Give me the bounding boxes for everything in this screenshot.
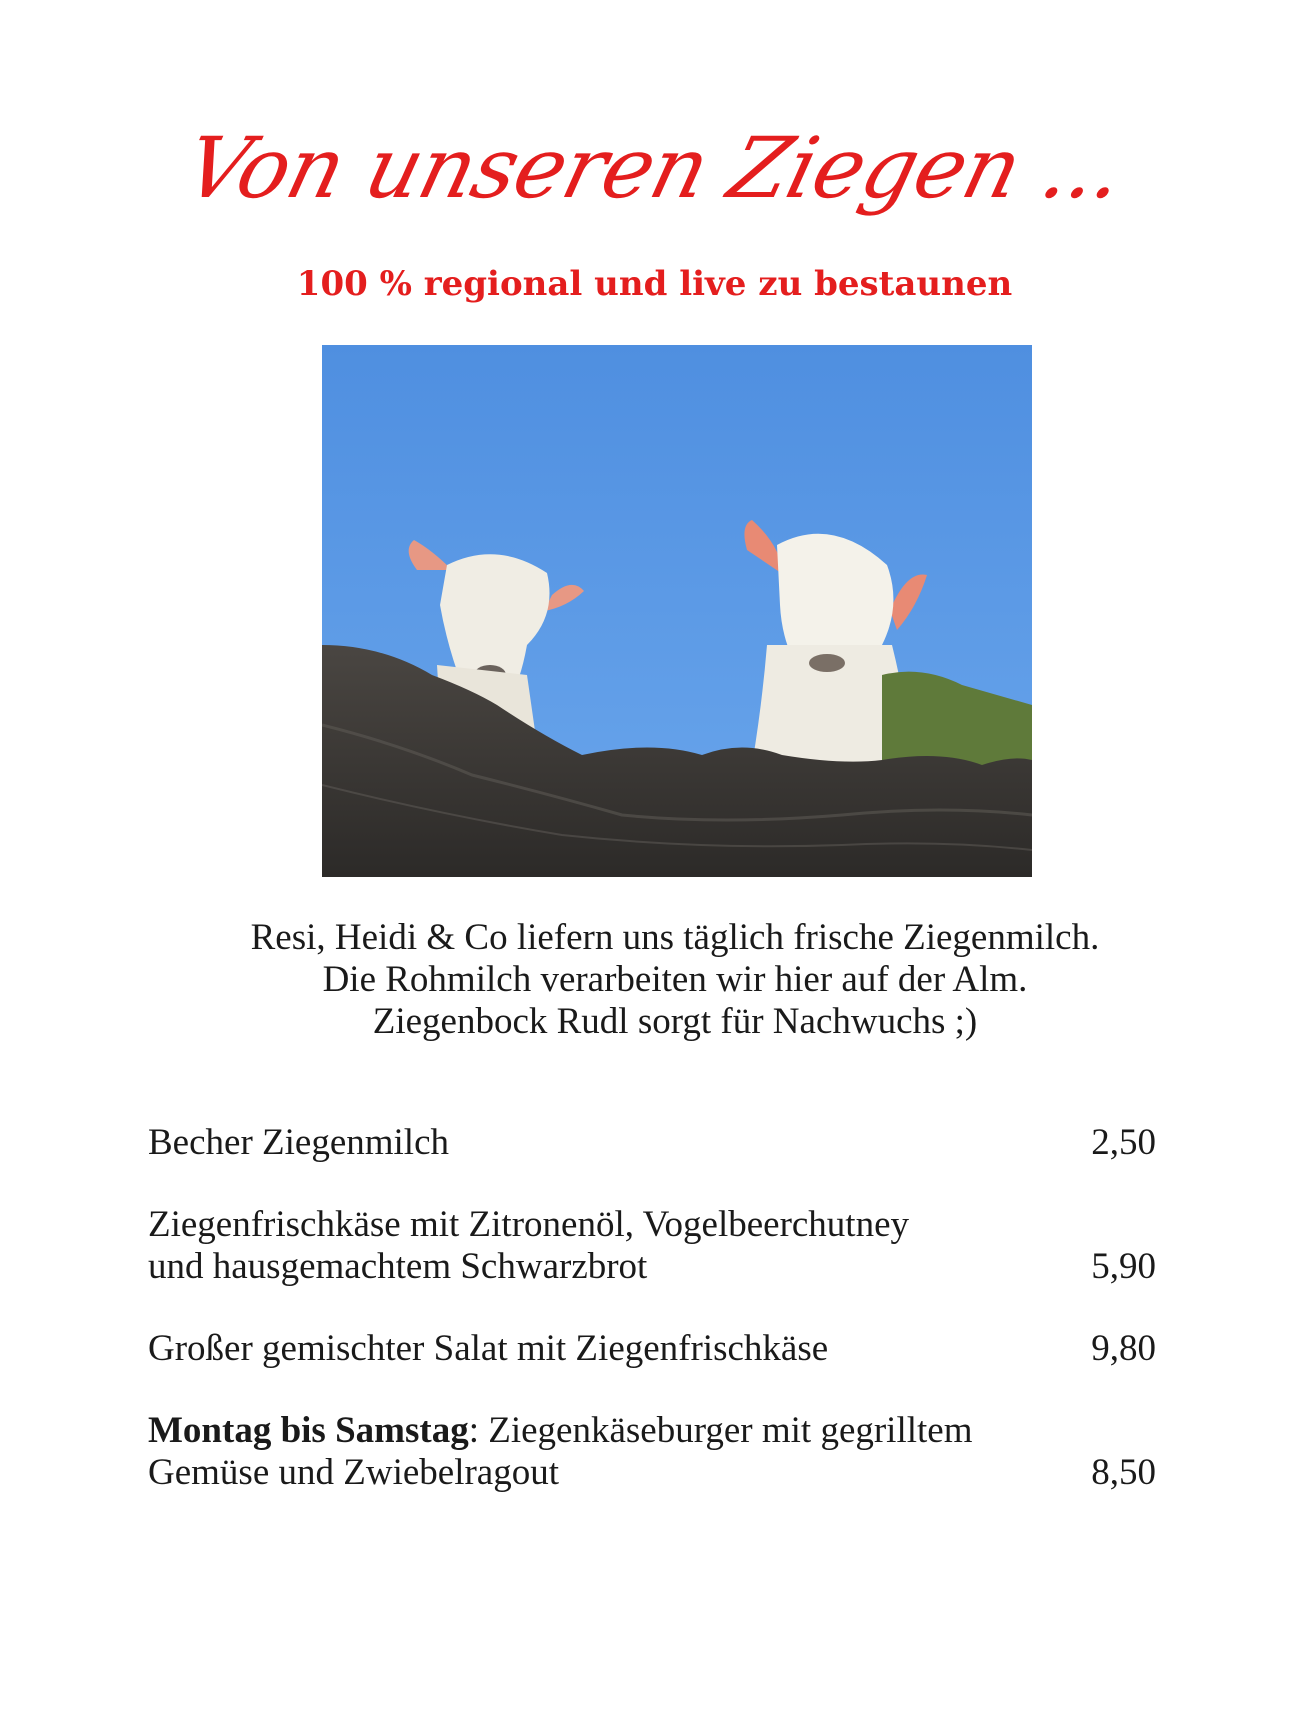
special-name-start: Ziegenkäseburger mit gegrilltem [478, 1410, 973, 1451]
menu-item-name-cont: Gemüse und Zwiebelragout [148, 1452, 559, 1493]
special-separator: : [468, 1410, 479, 1451]
menu-item [148, 1204, 1156, 1288]
menu-item-name-cont: und hausgemachtem Schwarzbrot [148, 1246, 648, 1287]
intro-line: Ziegenbock Rudl sorgt für Nachwuchs ;) [372, 1001, 978, 1042]
page-title: Von unseren Ziegen ... [175, 119, 1134, 217]
menu-item-name: Großer gemischter Salat mit Ziegenfrischkäse [148, 1328, 829, 1369]
menu-item-name: Ziegenfrischkäse mit Zitronenöl, Vogelbeerchutney [148, 1204, 910, 1245]
menu-list [148, 1122, 1156, 1534]
goats-photo [322, 345, 1032, 877]
menu-item-price: 9,80 [1091, 1328, 1156, 1369]
intro-line: Die Rohmilch verarbeiten wir hier auf der Alm. [322, 959, 1028, 1000]
menu-item [148, 1122, 1156, 1164]
menu-item-price: 8,50 [1091, 1452, 1156, 1493]
menu-item-name [148, 1410, 1156, 1452]
goats-illustration [322, 345, 1032, 877]
menu-item-price: 5,90 [1091, 1246, 1156, 1287]
menu-item-price: 2,50 [1091, 1122, 1156, 1163]
menu-item [148, 1328, 1156, 1370]
intro-text [0, 917, 1309, 1043]
page-subtitle: 100 % regional und live zu bestaunen [296, 264, 1013, 304]
intro-line: Resi, Heidi & Co liefern uns täglich frische Ziegenmilch. [250, 917, 1100, 958]
special-day-label: Montag bis Samstag [148, 1410, 469, 1451]
menu-item-name: Becher Ziegenmilch [148, 1122, 450, 1163]
menu-item-special [148, 1410, 1156, 1494]
